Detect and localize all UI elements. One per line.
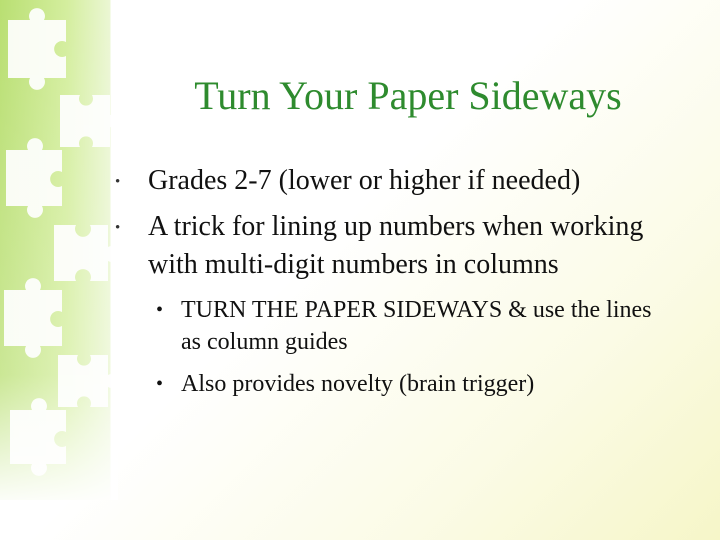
sub-bullet-text: Also provides novelty (brain trigger) — [181, 371, 535, 397]
sub-bullet-list — [112, 294, 672, 400]
puzzle-decoration — [0, 0, 121, 500]
bullet-item — [112, 208, 672, 284]
bullet-item — [112, 162, 672, 200]
slide-title: Turn Your Paper Sideways — [194, 73, 622, 118]
puzzle-pieces-graphic — [0, 0, 121, 500]
bullet-text: Grades 2-7 (lower or higher if needed) — [148, 165, 581, 196]
sub-bullet-item — [112, 294, 672, 358]
bullet-dot-icon: • — [115, 220, 121, 236]
sub-bullet-dot-icon: • — [156, 373, 164, 395]
sub-bullet-item — [112, 368, 672, 400]
bullet-list — [112, 162, 672, 410]
bullet-text: A trick for lining up numbers when working with multi-digit numbers in columns — [148, 211, 644, 280]
sub-bullet-dot-icon: • — [156, 299, 164, 321]
bullet-dot-icon: • — [115, 174, 121, 190]
sub-bullet-text: TURN THE PAPER SIDEWAYS & use the lines as column guides — [181, 297, 652, 355]
